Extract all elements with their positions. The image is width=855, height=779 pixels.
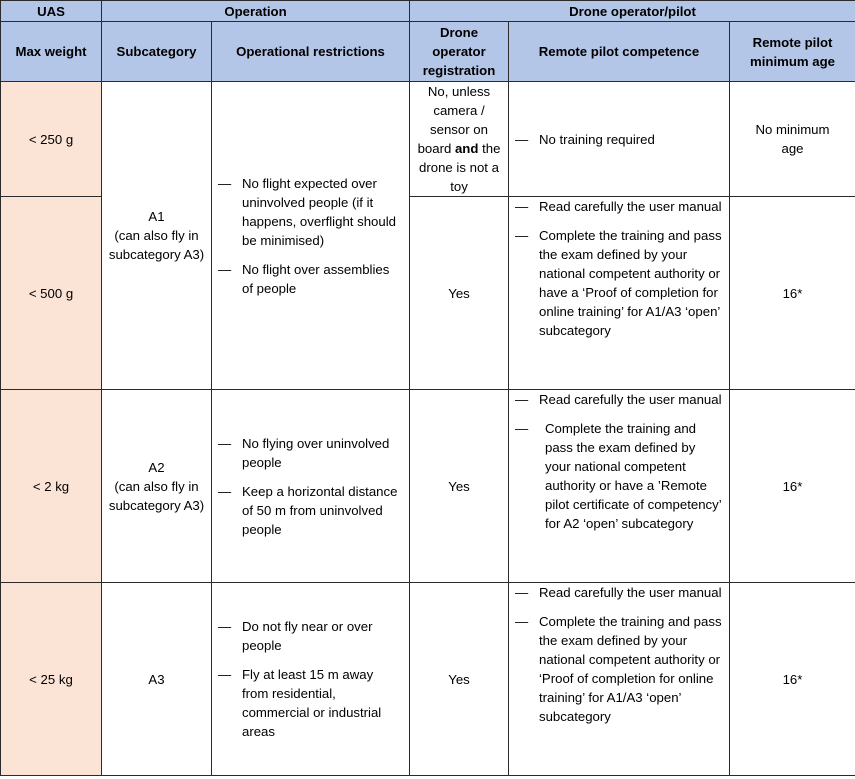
list-item: — No training required xyxy=(515,130,723,149)
registration-text: No, unless camera / sensor on board xyxy=(417,84,491,156)
list-item: — Read carefully the user manual xyxy=(515,197,723,216)
list-item: — No flight expected over uninvolved people (if it happens, overflight should be minimised) xyxy=(218,174,403,250)
registration-cell: Yes xyxy=(410,390,509,583)
table-row xyxy=(1,82,855,197)
table-row xyxy=(1,583,855,776)
competence-cell xyxy=(509,197,730,390)
list-item: — Do not fly near or over people xyxy=(218,617,403,655)
registration-cell xyxy=(410,82,509,197)
group-operation: Operation xyxy=(102,1,410,22)
restrictions-cell xyxy=(212,583,410,776)
registration-cell: Yes xyxy=(410,197,509,390)
age-cell: 16* xyxy=(730,197,855,390)
list-item: — Complete the training and pass the exam defined by your national competent authority or have a ’Remote pilot certificate of competency’ for A2 ‘open’ subcategory xyxy=(515,419,723,533)
table-row xyxy=(1,390,855,583)
group-operator: Drone operator/pilot xyxy=(410,1,855,22)
group-header-row xyxy=(1,1,855,22)
col-competence: Remote pilot competence xyxy=(509,22,730,82)
restrictions-cell xyxy=(212,82,410,390)
competence-cell xyxy=(509,82,730,197)
weight-cell: < 2 kg xyxy=(1,390,102,583)
weight-cell: < 25 kg xyxy=(1,583,102,776)
weight-cell: < 250 g xyxy=(1,82,102,197)
registration-text-end: the drone is not a toy xyxy=(419,141,501,194)
list-item: — Read carefully the user manual xyxy=(515,583,723,602)
list-item: — No flying over uninvolved people xyxy=(218,434,403,472)
subcategory-cell: A2 (can also fly in subcategory A3) xyxy=(102,390,212,583)
list-item: — No flight over assemblies of people xyxy=(218,260,403,298)
group-uas: UAS xyxy=(1,1,102,22)
col-min-age: Remote pilot minimum age xyxy=(730,22,855,82)
subcategory-a1: A1 (can also fly in subcategory A3) xyxy=(108,209,205,262)
age-cell: 16* xyxy=(730,390,855,583)
restrictions-cell xyxy=(212,390,410,583)
list-item: — Complete the training and pass the exam defined by your national competent authority or ‘Proof of completion for online training’ for A1/A3 ‘open’ subcategory xyxy=(515,612,723,726)
list-item: — Fly at least 15 m away from residential, commercial or industrial areas xyxy=(218,665,403,741)
col-max-weight: Max weight xyxy=(1,22,102,82)
column-header-row xyxy=(1,22,855,82)
subcategory-cell xyxy=(102,82,212,390)
subcategory-cell: A3 xyxy=(102,583,212,776)
registration-emphasis: and xyxy=(454,141,479,156)
competence-cell xyxy=(509,390,730,583)
age-cell: No minimum age xyxy=(730,82,855,197)
age-cell: 16* xyxy=(730,583,855,776)
list-item: — Complete the training and pass the exam defined by your national competent authority or have a ‘Proof of completion for online training’ for A1/A3 ‘open’ subcategory xyxy=(515,226,723,340)
restrictions-list xyxy=(218,174,403,298)
weight-cell: < 500 g xyxy=(1,197,102,390)
list-item: — Read carefully the user manual xyxy=(515,390,723,409)
registration-cell: Yes xyxy=(410,583,509,776)
col-subcategory: Subcategory xyxy=(102,22,212,82)
competence-cell xyxy=(509,583,730,776)
col-restrictions: Operational restrictions xyxy=(212,22,410,82)
col-registration: Drone operator registration xyxy=(410,22,509,82)
list-item: — Keep a horizontal distance of 50 m from uninvolved people xyxy=(218,482,403,539)
